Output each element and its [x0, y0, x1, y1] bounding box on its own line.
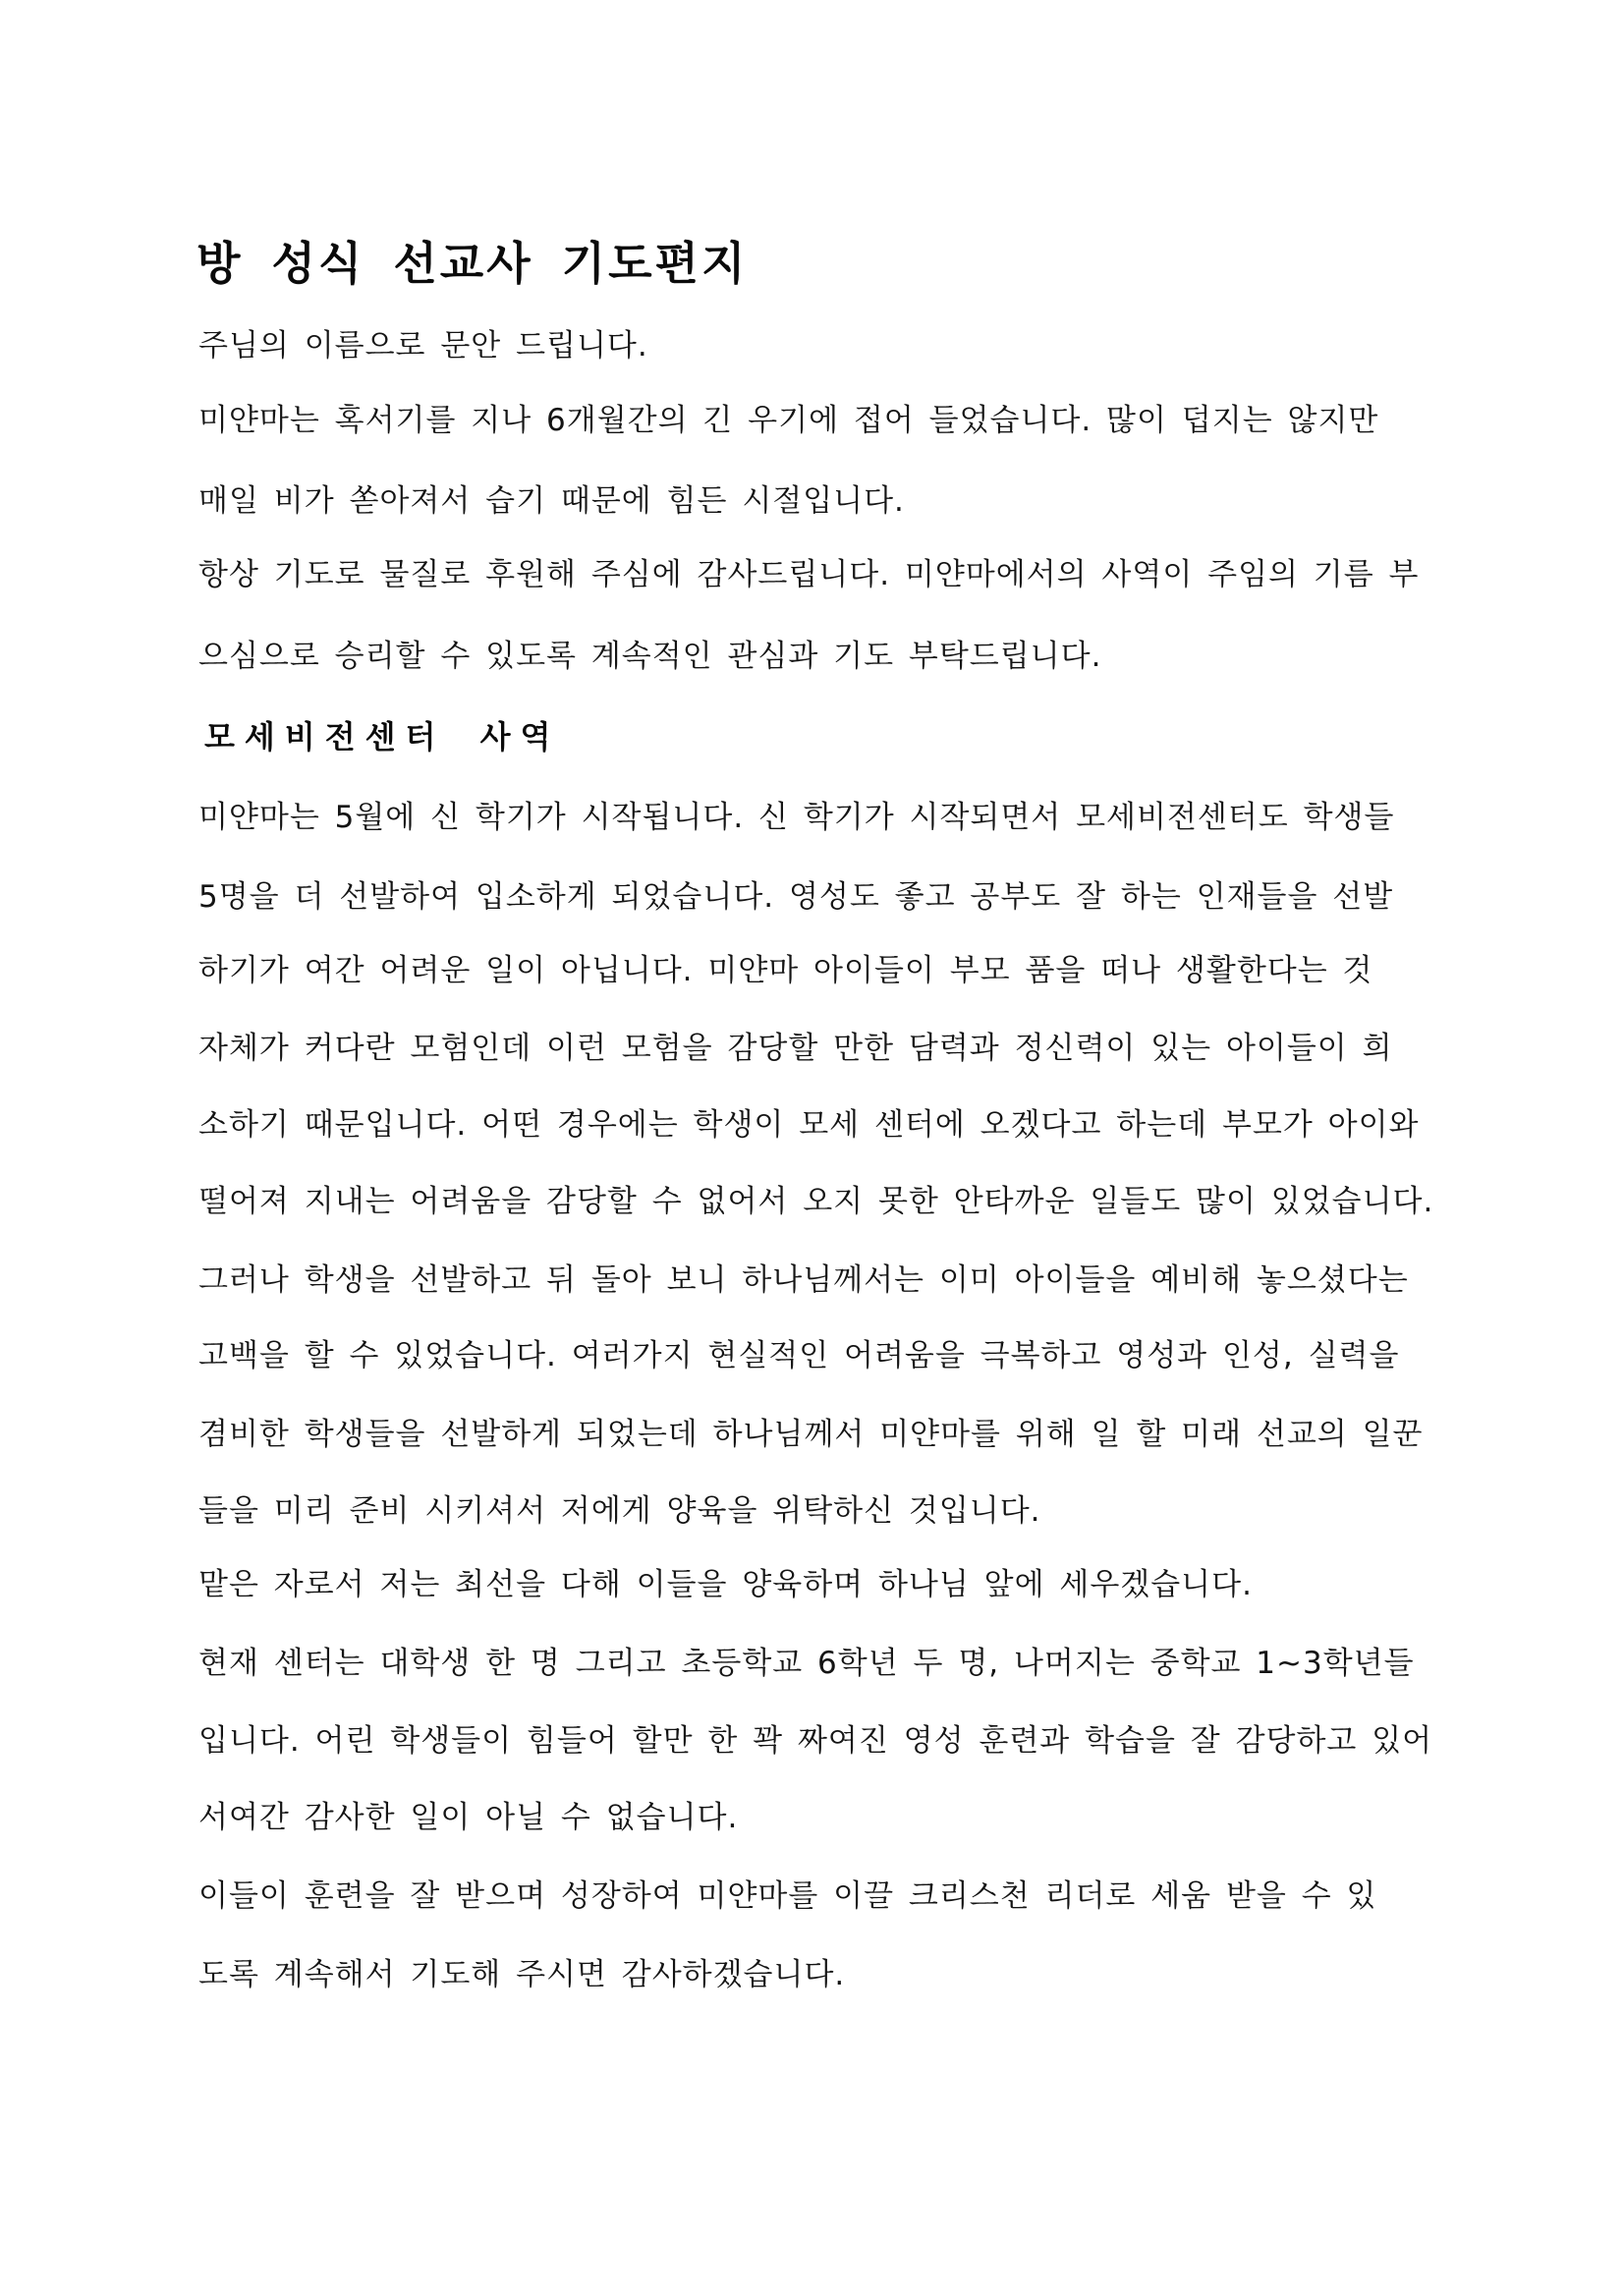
body-line: 들을 미리 준비 시키셔서 저에게 양육을 위탁하신 것입니다.	[198, 1493, 1041, 1529]
intro-line: 매일 비가 쏟아져서 습기 때문에 힘든 시절입니다.	[198, 483, 905, 519]
body-line: 도록 계속해서 기도해 주시면 감사하겠습니다.	[198, 1957, 846, 1992]
intro-line: 으심으로 승리할 수 있도록 계속적인 관심과 기도 부탁드립니다.	[198, 639, 1102, 674]
body-line: 미얀마는 5월에 신 학기가 시작됩니다. 신 학기가 시작되면서 모세비전센터도 학생들	[198, 800, 1395, 835]
body-line: 겸비한 학생들을 선발하게 되었는데 하나님께서 미얀마를 위해 일 할 미래 선교의 일꾼	[198, 1417, 1424, 1452]
greeting: 주님의 이름으로 문안 드립니다.	[198, 328, 648, 364]
letter-title: 방 성식 선교사 기도편지	[196, 237, 749, 290]
body-line: 맡은 자로서 저는 최선을 다해 이들을 양육하며 하나님 앞에 세우겠습니다.	[198, 1567, 1253, 1602]
body-line: 그러나 학생을 선발하고 뒤 돌아 보니 하나님께서는 이미 아이들을 예비해 놓으셨다는	[198, 1262, 1409, 1298]
body-line: 5명을 더 선발하여 입소하게 되었습니다. 영성도 좋고 공부도 잘 하는 인재들을 선발	[198, 879, 1394, 915]
body-line: 소하기 때문입니다. 어떤 경우에는 학생이 모세 센터에 오겠다고 하는데 부모가 아이와	[198, 1107, 1420, 1143]
body-line: 입니다. 어린 학생들이 힘들어 할만 한 꽉 짜여진 영성 훈련과 학습을 잘 감당하고 있어	[198, 1723, 1433, 1759]
body-line: 떨어져 지내는 어려움을 감당할 수 없어서 오지 못한 안타까운 일들도 많이 있었습니다.	[198, 1184, 1434, 1219]
body-line: 고백을 할 수 있었습니다. 여러가지 현실적인 어려움을 극복하고 영성과 인성, 실력을	[198, 1338, 1400, 1373]
body-line: 이들이 훈련을 잘 받으며 성장하여 미얀마를 이끌 크리스천 리더로 세움 받을 수 있	[198, 1878, 1377, 1914]
body-line: 자체가 커다란 모험인데 이런 모험을 감당할 만한 담력과 정신력이 있는 아이들이 희	[198, 1031, 1393, 1066]
body-line: 현재 센터는 대학생 한 명 그리고 초등학교 6학년 두 명, 나머지는 중학교 1~3학년들	[198, 1646, 1415, 1681]
intro-line: 항상 기도로 물질로 후원해 주심에 감사드립니다. 미얀마에서의 사역이 주임의 기름 부	[198, 557, 1420, 592]
body-line: 서여간 감사한 일이 아닐 수 없습니다.	[198, 1800, 739, 1835]
section-heading: 모세비전센터 사역	[204, 718, 561, 756]
intro-line: 미얀마는 혹서기를 지나 6개월간의 긴 우기에 접어 들었습니다. 많이 덥지는 않지만	[198, 403, 1379, 438]
body-line: 하기가 여간 어려운 일이 아닙니다. 미얀마 아이들이 부모 품을 떠나 생활한다는 것	[198, 953, 1373, 988]
